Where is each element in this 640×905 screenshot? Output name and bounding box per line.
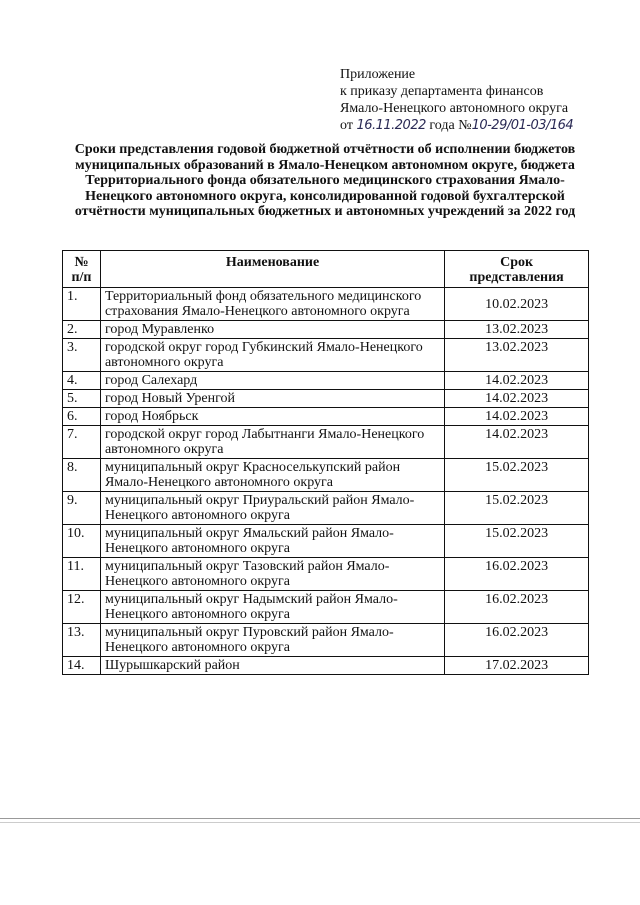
row-name: городской округ город Губкинский Ямало-Ненецкого автономного округа [100, 339, 444, 372]
row-number: 7. [63, 426, 101, 459]
table-row [63, 558, 589, 591]
row-number: 4. [63, 372, 101, 390]
table-row [63, 408, 589, 426]
table-header-row [63, 251, 589, 288]
row-name: муниципальный округ Надымский район Ямало-Ненецкого автономного округа [100, 591, 444, 624]
row-deadline: 17.02.2023 [445, 657, 589, 675]
table-row [63, 459, 589, 492]
row-name: Территориальный фонд обязательного медицинского страхования Ямало-Ненецкого автономного округа [100, 288, 444, 321]
row-number: 11. [63, 558, 101, 591]
row-deadline: 16.02.2023 [445, 624, 589, 657]
header-deadline [445, 251, 589, 288]
table-row [63, 426, 589, 459]
row-deadline: 14.02.2023 [445, 390, 589, 408]
row-name: муниципальный округ Приуральский район Ямало-Ненецкого автономного округа [100, 492, 444, 525]
row-number: 1. [63, 288, 101, 321]
table-row [63, 492, 589, 525]
page-footer-divider-secondary [0, 822, 640, 823]
header-number-line2: п/п [71, 270, 92, 285]
row-number: 6. [63, 408, 101, 426]
year-label: года № [429, 118, 472, 133]
header-number-line1: № [74, 255, 89, 270]
row-number: 5. [63, 390, 101, 408]
deadline-table [62, 250, 589, 675]
row-name: муниципальный округ Пуровский район Ямало-Ненецкого автономного округа [100, 624, 444, 657]
page-footer-divider [0, 818, 640, 819]
row-deadline: 13.02.2023 [445, 321, 589, 339]
row-deadline: 14.02.2023 [445, 372, 589, 390]
table-row [63, 657, 589, 675]
from-label: от [340, 118, 353, 133]
row-deadline: 15.02.2023 [445, 459, 589, 492]
row-number: 2. [63, 321, 101, 339]
row-name: муниципальный округ Тазовский район Ямало-Ненецкого автономного округа [100, 558, 444, 591]
row-name: город Муравленко [100, 321, 444, 339]
row-number: 8. [63, 459, 101, 492]
table-row [63, 339, 589, 372]
row-deadline: 16.02.2023 [445, 558, 589, 591]
row-number: 9. [63, 492, 101, 525]
appendix-line-1: Приложение [340, 67, 416, 82]
table-row [63, 288, 589, 321]
row-deadline: 14.02.2023 [445, 408, 589, 426]
row-deadline: 10.02.2023 [445, 288, 589, 321]
appendix-header [340, 66, 573, 134]
table-row [63, 525, 589, 558]
handwritten-date: 16.11.2022 [356, 118, 426, 133]
row-name: город Ноябрьск [100, 408, 444, 426]
row-deadline: 15.02.2023 [445, 525, 589, 558]
row-number: 13. [63, 624, 101, 657]
row-deadline: 14.02.2023 [445, 426, 589, 459]
appendix-order-line [340, 117, 573, 134]
appendix-line-2: к приказу департамента финансов [340, 84, 544, 99]
row-name: муниципальный округ Ямальский район Ямало-Ненецкого автономного округа [100, 525, 444, 558]
row-name: муниципальный округ Красноселькупский район Ямало-Ненецкого автономного округа [100, 459, 444, 492]
header-deadline-line2: представления [469, 270, 564, 285]
row-deadline: 16.02.2023 [445, 591, 589, 624]
row-number: 10. [63, 525, 101, 558]
row-name: городской округ город Лабытнанги Ямало-Ненецкого автономного округа [100, 426, 444, 459]
header-name: Наименование [100, 251, 444, 288]
row-deadline: 15.02.2023 [445, 492, 589, 525]
row-name: город Салехард [100, 372, 444, 390]
header-deadline-line1: Срок [500, 255, 534, 270]
handwritten-order-number: 10-29/01-03/164 [471, 118, 574, 133]
appendix-line-3: Ямало-Ненецкого автономного округа [340, 101, 569, 116]
row-name: город Новый Уренгой [100, 390, 444, 408]
row-name: Шурышкарский район [100, 657, 444, 675]
header-number [63, 251, 101, 288]
table-row [63, 390, 589, 408]
table-row [63, 591, 589, 624]
table-row [63, 372, 589, 390]
table-row [63, 321, 589, 339]
row-number: 12. [63, 591, 101, 624]
table-body [63, 288, 589, 675]
row-number: 3. [63, 339, 101, 372]
table-row [63, 624, 589, 657]
row-number: 14. [63, 657, 101, 675]
row-deadline: 13.02.2023 [445, 339, 589, 372]
document-title: Сроки представления годовой бюджетной отчётности об исполнении бюджетов муниципальных образований в Ямало-Ненецком автономном округе, бюджета Территориального фонда обязательного медицинского страхования Ямало-Ненецкого автономного округа, консолидированной годовой бухгалтерской отчётности муниципальных бюджетных и автономных учреждений за 2022 год [74, 142, 576, 220]
